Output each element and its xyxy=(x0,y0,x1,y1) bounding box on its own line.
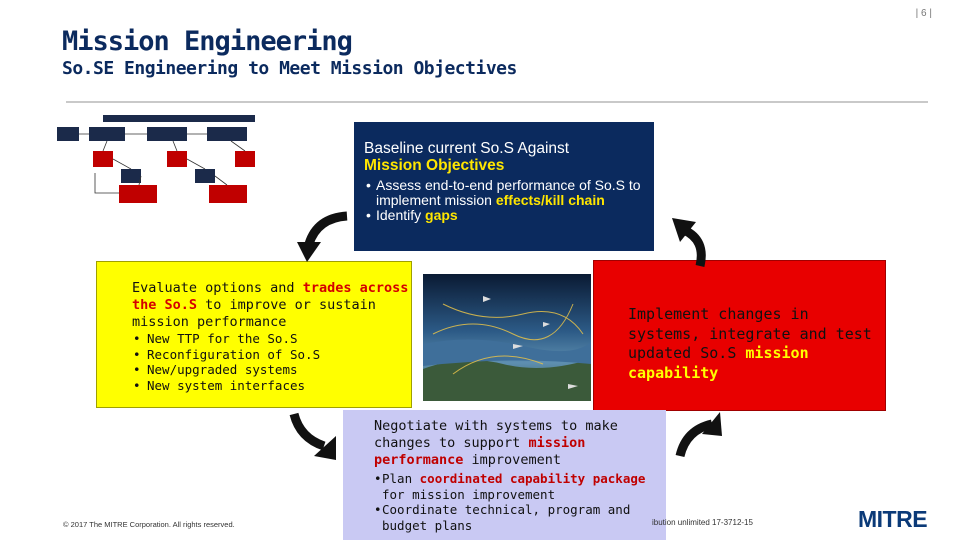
cycle-arrow-icon xyxy=(284,406,344,466)
distribution-statement: ibution unlimited 17-3712-15 xyxy=(652,518,753,527)
cycle-arrow-icon xyxy=(295,208,355,268)
negotiate-text: Negotiate with systems to make changes to support mission performance improvement xyxy=(374,418,618,468)
evaluate-text: Evaluate options and trades across the So.S to improve or sustain mission performance xyxy=(132,280,409,330)
process-diagram-thumbnail xyxy=(55,113,259,209)
page-title: Mission Engineering xyxy=(62,26,352,57)
baseline-heading: Baseline current So.S Against xyxy=(364,140,570,157)
mitre-logo: MITRE xyxy=(858,506,928,532)
baseline-mission-box xyxy=(354,122,654,251)
divider xyxy=(66,101,928,103)
list-item: • New TTP for the So.S xyxy=(133,331,298,346)
list-item: • Assess end-to-end performance of So.S to implement mission effects/kill chain xyxy=(366,177,641,208)
negotiate-bullets xyxy=(374,471,666,533)
negotiate-systems-box xyxy=(343,410,666,540)
page-number: | 6 | xyxy=(915,8,932,19)
cycle-arrow-icon xyxy=(668,406,728,466)
evaluate-bullets xyxy=(132,331,411,393)
battlespace-illustration xyxy=(423,274,591,401)
cycle-arrow-icon xyxy=(666,214,726,274)
mission-objectives-label: Mission Objectives xyxy=(364,157,505,174)
list-item: • Reconfiguration of So.S xyxy=(133,346,321,362)
evaluate-options-box xyxy=(96,261,412,408)
list-item: • New system interfaces xyxy=(133,377,306,393)
implement-changes-box: Implement changes in systems, integrate and test updated So.S mission capability xyxy=(593,260,886,411)
list-item: • Plan coordinated capability package for mission improvement xyxy=(374,471,646,502)
baseline-bullets xyxy=(364,178,644,223)
copyright-notice: © 2017 The MITRE Corporation. All rights reserved. xyxy=(63,520,235,529)
list-item: • New/upgraded systems xyxy=(133,362,298,377)
list-item: • Identify gaps xyxy=(366,207,458,223)
page-subtitle: So.SE Engineering to Meet Mission Objectives xyxy=(62,58,517,79)
list-item: • Coordinate technical, program and budget plans xyxy=(374,502,631,533)
